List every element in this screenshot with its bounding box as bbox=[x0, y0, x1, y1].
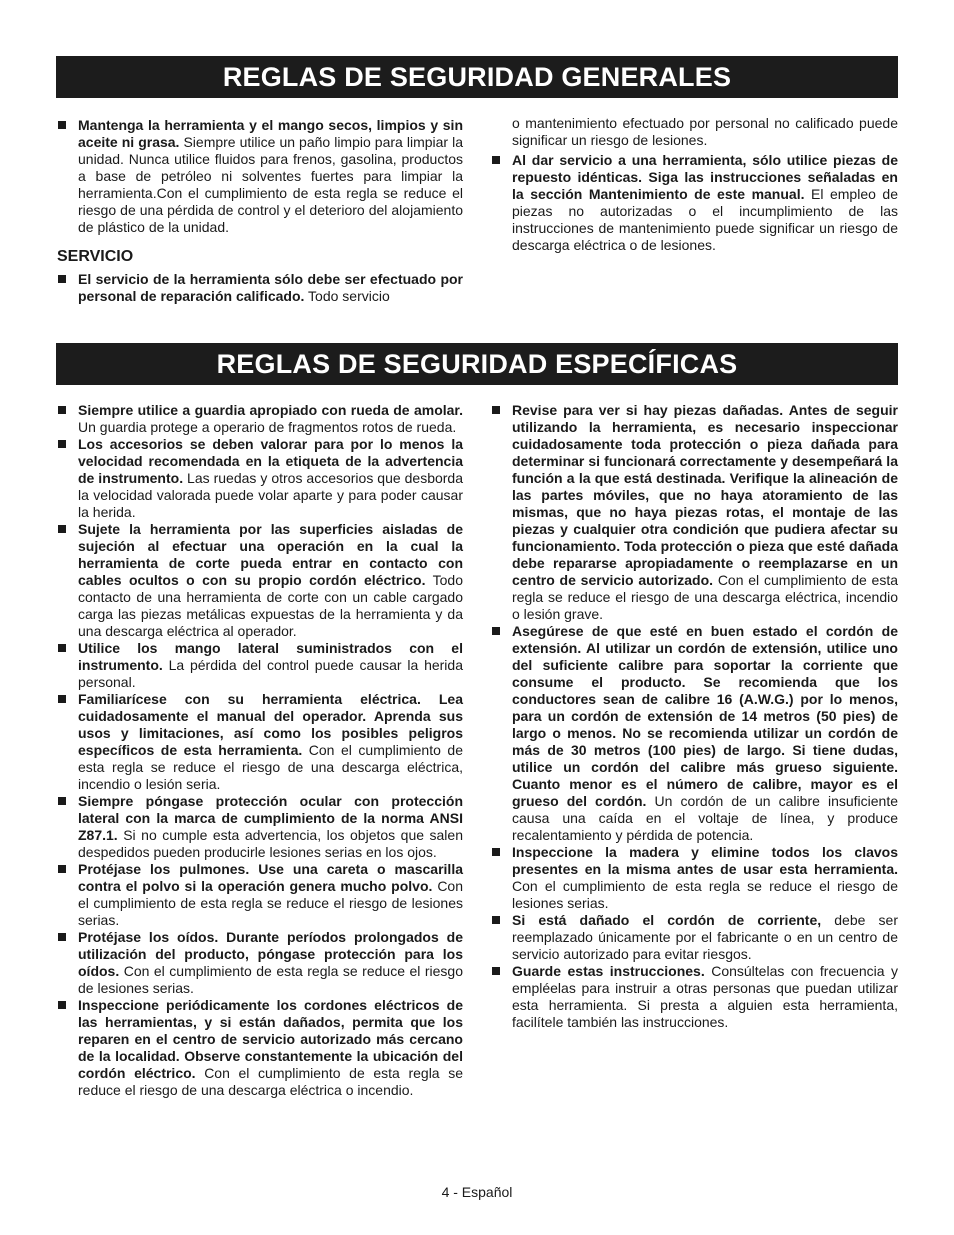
servicio-rule-continuation: o mantenimiento efectuado por personal no calificado puede significar un riesgo de lesiones. bbox=[512, 115, 898, 148]
rule-bold-text: El servicio de la herramienta sólo debe ser efectuado por personal de reparación calificado. bbox=[78, 271, 463, 304]
square-bullet-icon bbox=[492, 848, 500, 856]
rule-bold-text: Mantenga la herramienta y el mango secos, limpios y sin aceite ni grasa. bbox=[78, 117, 463, 150]
rule-bold-text: Utilice los mango lateral suministrados con el instrumento. bbox=[78, 640, 463, 673]
servicio-rule-item bbox=[57, 271, 463, 305]
square-bullet-icon bbox=[58, 525, 66, 533]
rule-text: Un cordón de un calibre insuficiente causa una caída en el voltaje de línea, y produce recalentamiento y pérdida de potencia. bbox=[512, 793, 899, 843]
rule-bold-text: Los accesorios se deben valorar para por lo menos la velocidad recomendada en la etiqueta de la advertencia de instrumento. bbox=[78, 436, 463, 486]
rule-text: Todo servicio bbox=[304, 288, 390, 304]
square-bullet-icon bbox=[492, 406, 500, 414]
rule-bold-text: Al dar servicio a una herramienta, sólo utilice piezas de repuesto idénticas. Siga las instrucciones señaladas en la sección Mantenimiento de este manual. bbox=[512, 152, 898, 202]
square-bullet-icon bbox=[492, 627, 500, 635]
square-bullet-icon bbox=[492, 156, 500, 164]
general-left-column bbox=[57, 117, 463, 305]
specific-rule-item bbox=[57, 640, 463, 691]
general-rules-banner: REGLAS DE SEGURIDAD GENERALES bbox=[56, 56, 898, 98]
square-bullet-icon bbox=[58, 933, 66, 941]
rule-text: Consúltelas con frecuencia y empléelas para instruir a otras personas que puedan utilizar esta herramienta. Si presta a alguien esta herramienta, facilítele también las instrucciones. bbox=[512, 963, 898, 1030]
rule-bold-text: Inspeccione periódicamente los cordones eléctricos de las herramientas, y si están dañados, permita que los reparen en el centro de servicio autorizado más cercano de la localidad. Observe constantemente la ubicación del cordón eléctrico. bbox=[78, 997, 463, 1081]
rule-text: Con el cumplimiento de esta regla se reduce el riesgo de una descarga eléctrica o incendio. bbox=[78, 1065, 464, 1098]
rule-text: Con el cumplimiento de esta regla se reduce el riesgo de una descarga eléctrica, incendio o lesión seria. bbox=[78, 742, 463, 792]
specific-rule-item bbox=[57, 436, 463, 521]
rule-bold-text: Revise para ver si hay piezas dañadas. Antes de seguir utilizando la herramienta, es necesario inspeccionar cuidadosamente toda protección o pieza dañada para determinar si funcionará correctamente y desempeñará la función a la que está destinada. Verifique la alineación de las partes móviles, que no haya atoramiento de las mismas, que no haya piezas rotas, el montaje de las piezas y cualquier otra condición que pudiera afectar su funcionamiento. Toda protección o pieza que esté dañada debe repararse apropiadamente o reemplazarse en un centro de servicio autorizado. bbox=[512, 402, 898, 588]
specific-rule-item bbox=[57, 997, 463, 1099]
specific-rule-item bbox=[491, 963, 898, 1031]
specific-rules-banner: REGLAS DE SEGURIDAD ESPECÍFICAS bbox=[56, 343, 898, 385]
rule-bold-text: Inspeccione la madera y elimine todos los clavos presentes en la misma antes de usar esta herramienta. bbox=[512, 844, 898, 877]
square-bullet-icon bbox=[58, 865, 66, 873]
specific-rule-item bbox=[57, 402, 463, 436]
rule-text: Con el cumplimiento de esta regla se reduce el riesgo de lesiones serias. bbox=[78, 878, 464, 928]
square-bullet-icon bbox=[58, 1001, 66, 1009]
general-rule-item bbox=[57, 117, 463, 236]
square-bullet-icon bbox=[58, 406, 66, 414]
specific-rule-item bbox=[491, 912, 898, 963]
square-bullet-icon bbox=[492, 916, 500, 924]
specific-rule-item bbox=[57, 929, 463, 997]
rule-text: Siempre utilice un paño limpio para limpiar la unidad. Nunca utilice fluidos para frenos, gasolina, productos a base de petróleo ni solventes fuertes para limpiar la herramienta.Con el cumplimiento de esta regla se reduce el riesgo de una pérdida de control y el deterioro del alojamiento de plástico de la unidad. bbox=[78, 134, 463, 235]
rule-text: Si no cumple esta advertencia, los objetos que salen despedidos pueden producirle lesiones serias en los ojos. bbox=[78, 827, 463, 860]
square-bullet-icon bbox=[58, 644, 66, 652]
rule-bold-text: Sujete la herramienta por las superficies aisladas de sujeción al efectuar una operación en la cual la herramienta de corte pueda entrar en contacto con cables ocultos o con su propio cordón eléctrico. bbox=[78, 521, 463, 588]
rule-bold-text: Asegúrese de que esté en buen estado el cordón de extensión. Al utilizar un cordón de extensión, utilice uno del suficiente calibre para soportar la corriente que consume el producto. Se recomienda que los conductores sean de calibre 16 (A.W.G.) por lo menos, para un cordón de extensión de 14 metros (50 pies) de largo o menos. No se recomienda utilizar un cordón de más de 30 metros (100 pies) de largo. Si tiene dudas, utilice un cordón del calibre más grueso siguiente. Cuanto menor es el número de calibre, mayor es el grueso del cordón. bbox=[512, 623, 898, 809]
rule-bold-text: Siempre utilice a guardia apropiado con rueda de amolar. bbox=[78, 402, 463, 418]
square-bullet-icon bbox=[492, 967, 500, 975]
rule-text: Con el cumplimiento de esta regla se reduce el riesgo de una descarga eléctrica, incendio o lesión grave. bbox=[512, 572, 898, 622]
rule-bold-text: Familiarícese con su herramienta eléctrica. Lea cuidadosamente el manual del operador. Aprenda sus usos y limitaciones, así como los posibles peligros específicos de esta herramienta. bbox=[78, 691, 463, 758]
specific-right-column bbox=[491, 402, 898, 1031]
rule-bold-text: Siempre póngase protección ocular con protección lateral con la marca de cumplimiento de la norma ANSI Z87.1. bbox=[78, 793, 463, 843]
specific-left-column bbox=[57, 402, 463, 1099]
specific-rule-item bbox=[57, 793, 463, 861]
square-bullet-icon bbox=[58, 440, 66, 448]
rule-text: Las ruedas y otros accesorios que desborda la velocidad valorada puede volar aparte y para poder causar la herida. bbox=[78, 470, 463, 520]
rule-text: Todo contacto de una herramienta de corte con un cable cargado carga las piezas metálicas expuestas de la herramienta y da una descarga eléctrica al operador. bbox=[78, 572, 463, 639]
page-footer: 4 - Español bbox=[441, 1184, 513, 1200]
servicio-heading: SERVICIO bbox=[57, 248, 134, 265]
specific-rule-item bbox=[57, 521, 463, 640]
square-bullet-icon bbox=[58, 121, 66, 129]
specific-rule-item bbox=[491, 402, 898, 623]
rule-bold-text: Protéjase los pulmones. Use una careta o mascarilla contra el polvo si la operación genera mucho polvo. bbox=[78, 861, 463, 894]
rule-bold-text: Guarde estas instrucciones. bbox=[512, 963, 705, 979]
square-bullet-icon bbox=[58, 275, 66, 283]
rule-text: El empleo de piezas no autorizadas o el incumplimiento de las instrucciones de mantenimiento puede significar un riesgo de descarga eléctrica o de lesiones. bbox=[512, 186, 898, 253]
rule-text: Un guardia protege a operario de fragmentos rotos de rueda. bbox=[78, 419, 457, 435]
square-bullet-icon bbox=[58, 797, 66, 805]
rule-bold-text: Protéjase los oídos. Durante períodos prolongados de utilización del producto, póngase protección para los oídos. bbox=[78, 929, 463, 979]
specific-rule-item bbox=[491, 844, 898, 912]
specific-rule-item bbox=[57, 861, 463, 929]
rule-bold-text: Si está dañado el cordón de corriente, bbox=[512, 912, 822, 928]
specific-rule-item bbox=[57, 691, 463, 793]
general-right-column bbox=[491, 115, 898, 254]
specific-rule-item bbox=[491, 623, 898, 844]
rule-text: Con el cumplimiento de esta regla se reduce el riesgo de lesiones serias. bbox=[512, 878, 898, 911]
square-bullet-icon bbox=[58, 695, 66, 703]
rule-text: debe ser reemplazado únicamente por el fabricante o en un centro de servicio autorizado para evitar riesgos. bbox=[512, 912, 898, 962]
rule-text: Con el cumplimiento de esta regla se reduce el riesgo de lesiones serias. bbox=[78, 963, 463, 996]
servicio-rule-item bbox=[491, 152, 898, 254]
rule-text: La pérdida del control puede causar la herida personal. bbox=[78, 657, 463, 690]
